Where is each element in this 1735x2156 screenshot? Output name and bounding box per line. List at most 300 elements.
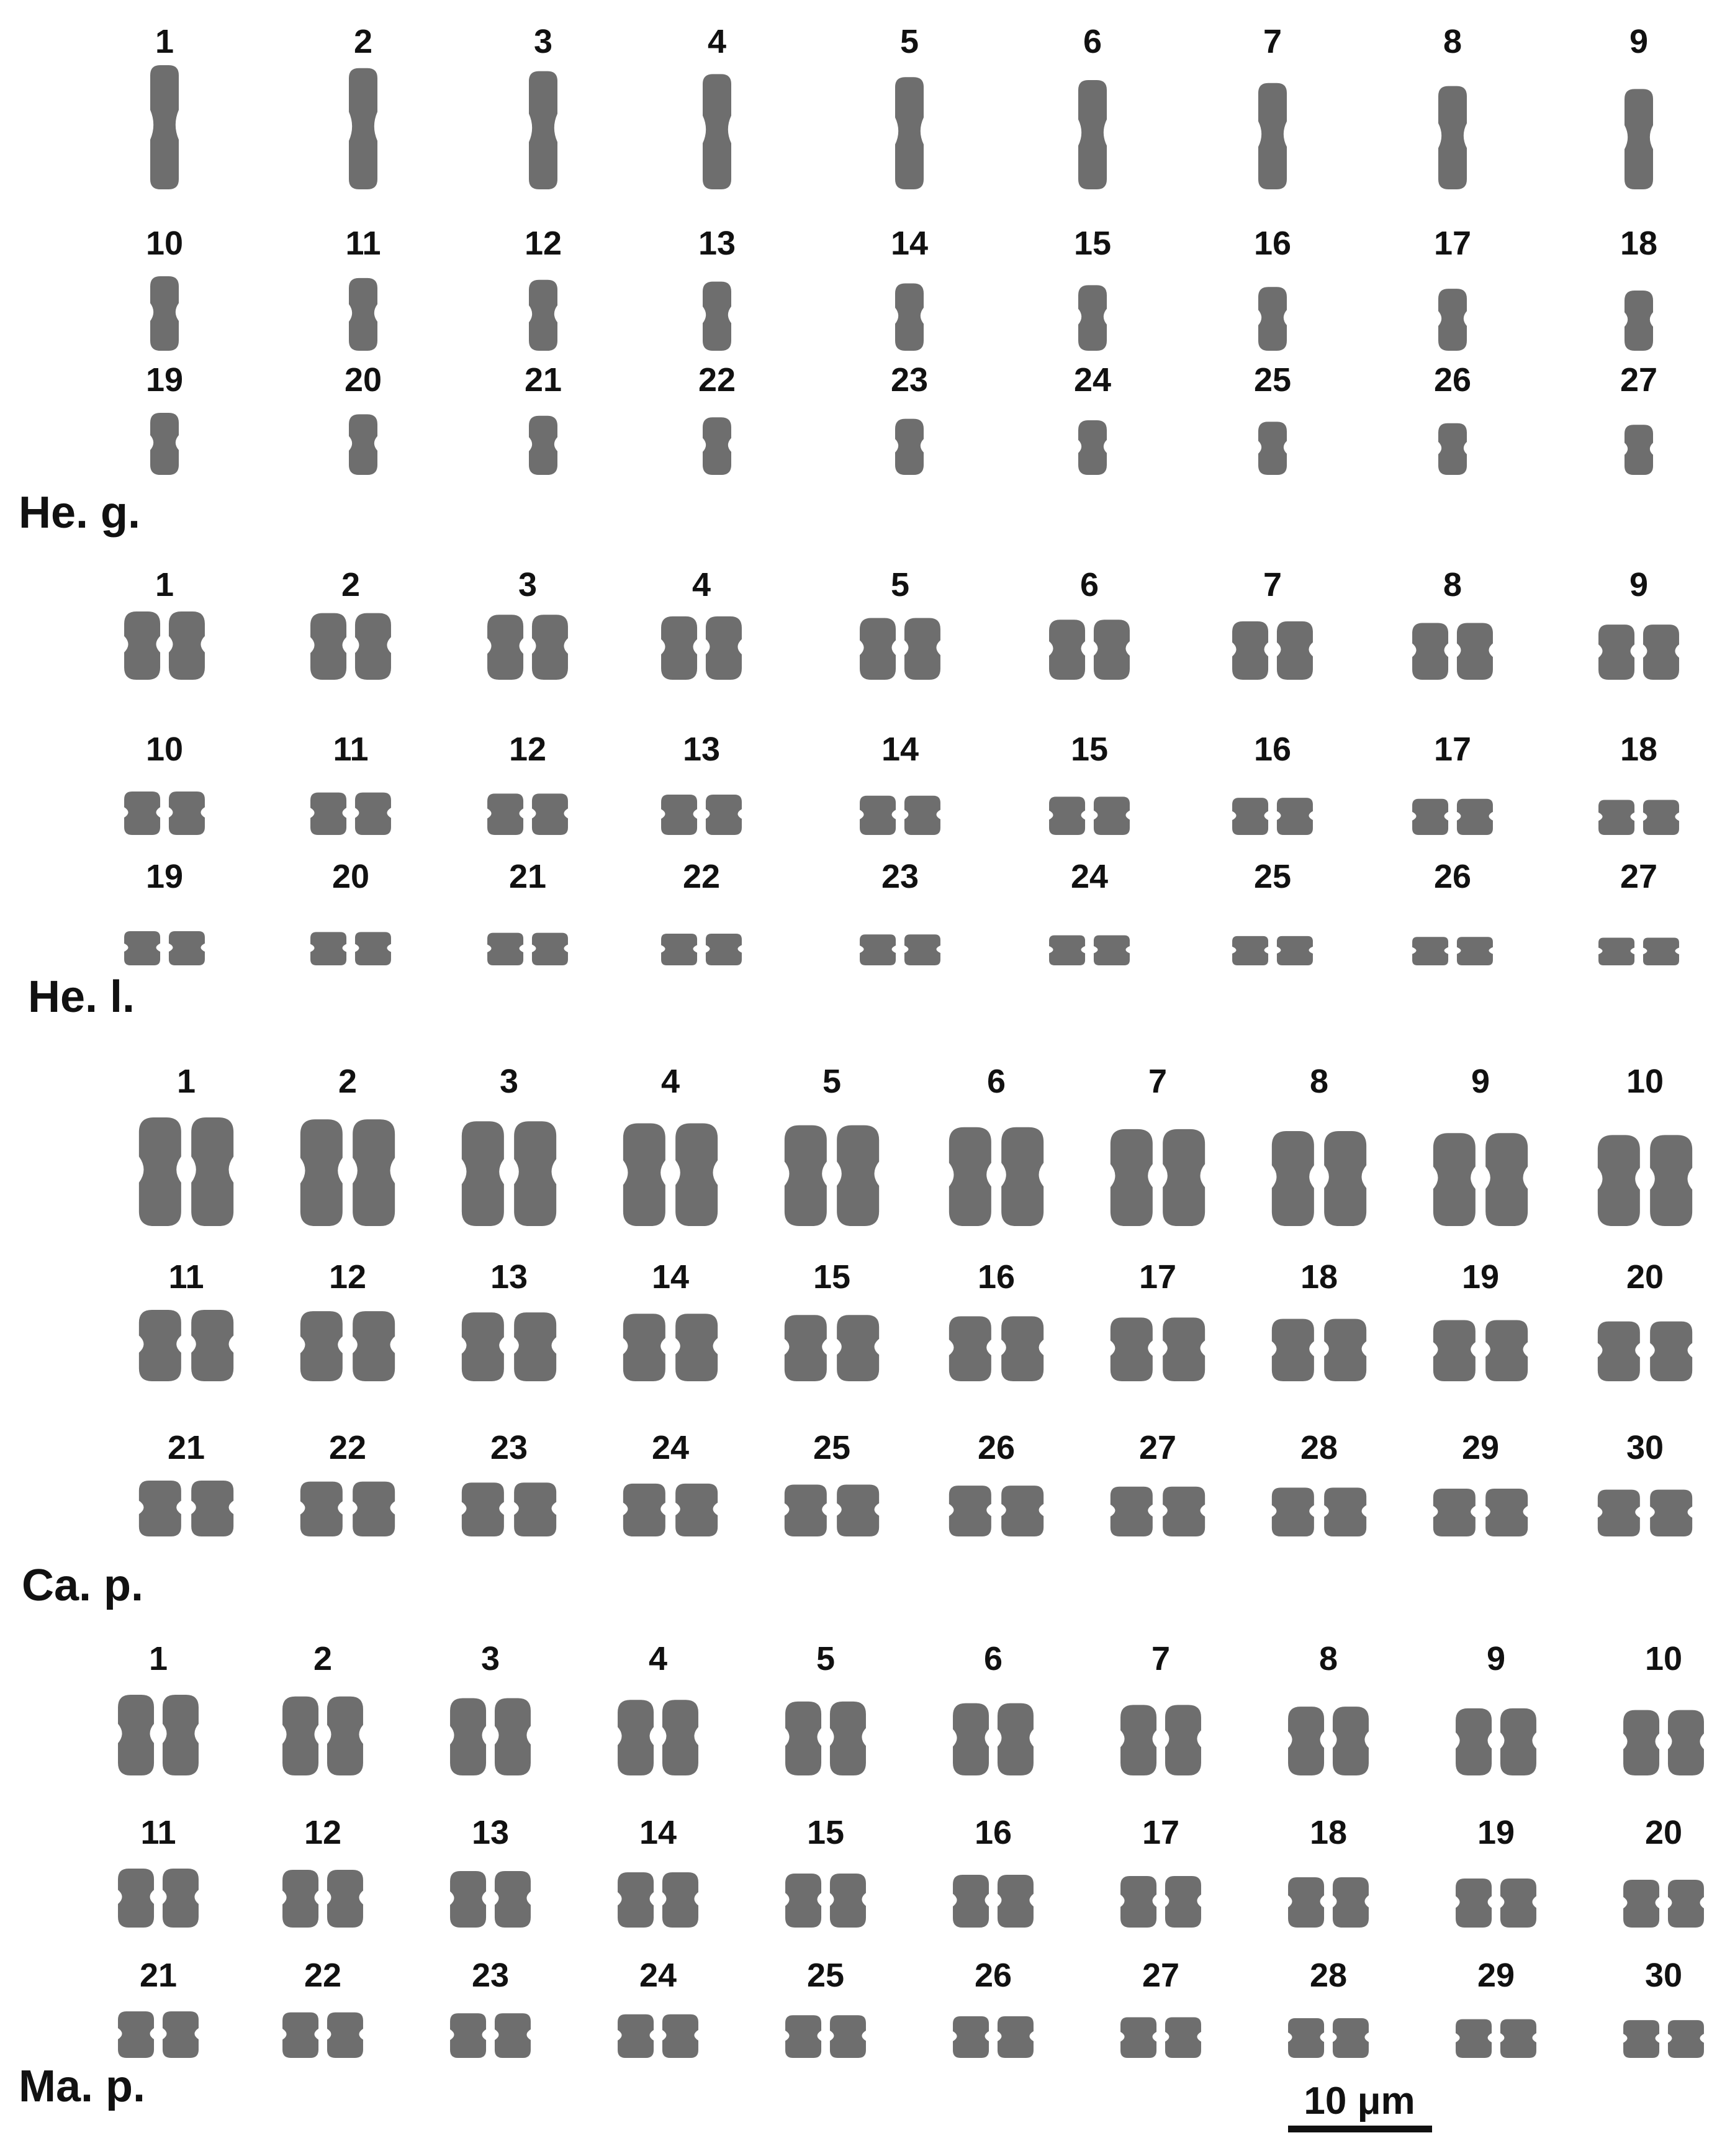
chromosome-number: 9 (1486, 1640, 1506, 1677)
scale-bar (1288, 2080, 1432, 2132)
chromosome (1165, 1705, 1201, 1775)
chromosome (1598, 625, 1634, 680)
panel-label: He. l. (28, 972, 135, 1022)
chromosome (860, 934, 896, 965)
chromosome (514, 1312, 556, 1381)
chromosome (953, 2016, 989, 2058)
chromosome (706, 795, 742, 835)
chromosome (837, 1484, 879, 1536)
chromosome-number: 16 (974, 1814, 1012, 1851)
chromosome (1094, 620, 1130, 680)
chromosome (529, 416, 557, 475)
chromosome-number: 12 (508, 731, 547, 768)
chromosome (1598, 800, 1634, 835)
chromosome (1668, 1880, 1704, 1928)
chromosome-number: 23 (890, 361, 929, 399)
chromosome (1001, 1127, 1043, 1226)
chromosome (1277, 621, 1313, 680)
chromosome (661, 616, 697, 680)
chromosome (953, 1703, 989, 1775)
chromosome-number: 28 (1300, 1429, 1338, 1466)
chromosome-number: 21 (139, 1957, 178, 1994)
chromosome (462, 1312, 504, 1381)
chromosome (618, 1872, 654, 1928)
chromosome (487, 615, 523, 680)
chromosome (150, 413, 179, 475)
chromosome (118, 2011, 154, 2058)
chromosome (1598, 1322, 1640, 1381)
chromosome (1438, 86, 1467, 189)
chromosome (1598, 1135, 1640, 1226)
chromosome (1001, 1486, 1043, 1536)
chromosome-number: 29 (1461, 1429, 1500, 1466)
chromosome (1232, 798, 1268, 835)
chromosome-number: 29 (1477, 1957, 1515, 1994)
chromosome (1165, 1876, 1201, 1928)
chromosome-number: 21 (508, 858, 547, 895)
chromosome-number: 10 (145, 225, 184, 262)
chromosome (487, 933, 523, 965)
chromosome (1433, 1489, 1476, 1536)
chromosome (1650, 1135, 1692, 1226)
chromosome-number: 6 (1083, 23, 1102, 60)
chromosome (1500, 2019, 1536, 2058)
chromosome (191, 1310, 233, 1381)
scale-bar-label: 10 μm (1304, 2080, 1415, 2122)
chromosome-number: 24 (1070, 858, 1109, 895)
chromosome (282, 2013, 318, 2058)
panel-label: Ma. p. (19, 2062, 146, 2111)
chromosome-number: 7 (1151, 1640, 1171, 1677)
chromosome (675, 1123, 718, 1226)
chromosome (1456, 1708, 1492, 1775)
chromosome-number: 11 (140, 1814, 176, 1851)
chromosome (1333, 2018, 1369, 2058)
chromosome (355, 793, 391, 835)
chromosome (1438, 289, 1467, 351)
chromosome-number: 22 (682, 858, 721, 895)
chromosome-number: 4 (707, 23, 727, 60)
chromosome (1078, 420, 1107, 475)
chromosome (1324, 1131, 1366, 1226)
chromosome-number: 25 (1253, 858, 1292, 895)
chromosome (191, 1117, 233, 1226)
chromosome-number: 3 (533, 23, 553, 60)
chromosome (495, 2013, 531, 2058)
chromosome-number: 8 (1443, 23, 1462, 60)
chromosome (895, 284, 924, 351)
chromosome (1163, 1129, 1205, 1226)
chromosome (830, 1874, 866, 1928)
chromosome (532, 933, 568, 965)
chromosome (623, 1484, 665, 1536)
chromosome (1598, 938, 1634, 965)
chromosome (124, 931, 160, 965)
chromosome-number: 26 (1433, 858, 1472, 895)
chromosome (1433, 1320, 1476, 1381)
chromosome-number: 27 (1138, 1429, 1177, 1466)
chromosome (998, 2016, 1034, 2058)
chromosome (1120, 1705, 1156, 1775)
chromosome (998, 1703, 1034, 1775)
chromosome (1163, 1487, 1205, 1536)
chromosome (310, 793, 346, 835)
chromosome-number: 5 (816, 1640, 836, 1677)
chromosome-number: 17 (1142, 1814, 1180, 1851)
chromosome (1333, 1707, 1369, 1775)
chromosome (1625, 425, 1653, 475)
chromosome (450, 1871, 486, 1928)
chromosome (1623, 1710, 1659, 1775)
chromosome-number: 21 (524, 361, 562, 399)
chromosome (1623, 1880, 1659, 1928)
chromosome (1412, 799, 1448, 835)
chromosome-number: 22 (698, 361, 736, 399)
chromosome-number: 16 (1253, 225, 1292, 262)
chromosome-number: 9 (1629, 23, 1649, 60)
chromosome-number: 20 (1626, 1258, 1664, 1296)
chromosome-number: 8 (1309, 1063, 1329, 1100)
chromosome (1001, 1316, 1043, 1381)
chromosome (785, 1702, 821, 1775)
chromosome-number: 22 (328, 1429, 367, 1466)
chromosome-number: 3 (499, 1063, 519, 1100)
chromosome (1094, 936, 1130, 965)
chromosome-number: 19 (1461, 1258, 1500, 1296)
chromosome-number: 1 (155, 23, 174, 60)
chromosome (904, 618, 940, 680)
chromosome-number: 22 (304, 1957, 342, 1994)
chromosome (661, 934, 697, 965)
chromosome-number: 28 (1309, 1957, 1348, 1994)
chromosome (830, 1702, 866, 1775)
chromosome (139, 1481, 181, 1536)
chromosome-number: 12 (328, 1258, 367, 1296)
chromosome (462, 1482, 504, 1536)
chromosome-number: 27 (1620, 858, 1658, 895)
panel-label: Ca. p. (22, 1561, 144, 1610)
chromosome (1120, 2017, 1156, 2058)
chromosome (495, 1698, 531, 1775)
chromosome (300, 1482, 343, 1536)
chromosome (623, 1314, 665, 1381)
chromosome (1078, 80, 1107, 189)
chromosome-number: 14 (639, 1814, 677, 1851)
chromosome (1457, 937, 1493, 965)
chromosome-number: 3 (480, 1640, 500, 1677)
chromosome-number: 18 (1300, 1258, 1338, 1296)
chromosome (532, 793, 568, 835)
chromosome (163, 1869, 199, 1928)
chromosome (300, 1311, 343, 1381)
chromosome (904, 796, 940, 835)
chromosome (150, 65, 179, 189)
chromosome (1457, 623, 1493, 680)
chromosome-number: 1 (155, 566, 174, 603)
chromosome (514, 1482, 556, 1536)
chromosome (1277, 936, 1313, 965)
chromosome-number: 14 (881, 731, 919, 768)
chromosome-number: 16 (977, 1258, 1016, 1296)
chromosome (353, 1311, 395, 1381)
chromosome-number: 23 (471, 1957, 510, 1994)
chromosome (355, 932, 391, 965)
chromosome (1272, 1319, 1314, 1381)
chromosome-number: 24 (639, 1957, 677, 1994)
chromosome-number: 13 (490, 1258, 528, 1296)
chromosome (310, 932, 346, 965)
chromosome (514, 1121, 556, 1226)
chromosome (327, 1870, 363, 1928)
chromosome-number: 8 (1443, 566, 1462, 603)
chromosome (1668, 2020, 1704, 2058)
chromosome (462, 1121, 504, 1226)
chromosome (1232, 621, 1268, 680)
chromosome (1456, 1879, 1492, 1928)
chromosome (353, 1482, 395, 1536)
chromosome (529, 280, 557, 351)
chromosome (310, 613, 346, 680)
chromosome-number: 20 (1644, 1814, 1683, 1851)
chromosome-number: 13 (682, 731, 721, 768)
chromosome-number: 2 (313, 1640, 333, 1677)
chromosome (1625, 89, 1653, 189)
chromosome-number: 9 (1629, 566, 1649, 603)
chromosome (450, 2013, 486, 2058)
chromosome (450, 1698, 486, 1775)
chromosome-number: 2 (338, 1063, 358, 1100)
chromosome (1049, 796, 1085, 835)
chromosome (895, 419, 924, 475)
chromosome (124, 611, 160, 680)
chromosome (1668, 1710, 1704, 1775)
chromosome (169, 931, 205, 965)
chromosome (1258, 83, 1287, 189)
chromosome (353, 1119, 395, 1226)
chromosome-number: 27 (1620, 361, 1658, 399)
chromosome (1258, 287, 1287, 351)
chromosome (1485, 1133, 1528, 1226)
chromosome (1272, 1487, 1314, 1536)
chromosome (139, 1310, 181, 1381)
karyotype-panel (22, 1063, 1692, 1610)
chromosome (1438, 423, 1467, 475)
chromosome-number: 6 (1079, 566, 1099, 603)
chromosome (785, 1315, 827, 1381)
chromosome (191, 1481, 233, 1536)
chromosome (532, 615, 568, 680)
chromosome (1643, 625, 1679, 680)
chromosome (618, 1700, 654, 1775)
chromosome (949, 1486, 991, 1536)
chromosome-number: 21 (167, 1429, 205, 1466)
chromosome-number: 19 (145, 361, 184, 399)
chromosome (163, 1695, 199, 1775)
chromosome (529, 71, 557, 189)
chromosome (706, 934, 742, 965)
chromosome-number: 26 (1433, 361, 1472, 399)
chromosome-number: 15 (813, 1258, 851, 1296)
chromosome (662, 1872, 698, 1928)
chromosome-number: 13 (471, 1814, 510, 1851)
chromosome (349, 278, 377, 351)
chromosome-number: 2 (353, 23, 373, 60)
chromosome-number: 26 (974, 1957, 1012, 1994)
chromosome (1412, 623, 1448, 680)
chromosome-number: 7 (1263, 566, 1282, 603)
chromosome-number: 11 (168, 1258, 204, 1296)
chromosome (1049, 620, 1085, 680)
panel-label: He. g. (19, 488, 141, 538)
chromosome-number: 5 (899, 23, 919, 60)
chromosome-number: 15 (1070, 731, 1109, 768)
chromosome (998, 1875, 1034, 1928)
chromosome (661, 795, 697, 835)
chromosome (349, 68, 377, 189)
chromosome (495, 1871, 531, 1928)
panels (19, 23, 1704, 2111)
chromosome (785, 1125, 827, 1226)
chromosome (1120, 1876, 1156, 1928)
chromosome (1111, 1317, 1153, 1381)
chromosome-number: 16 (1253, 731, 1292, 768)
chromosome-number: 4 (648, 1640, 668, 1677)
scale-bar-line (1288, 2126, 1432, 2132)
chromosome-number: 14 (651, 1258, 690, 1296)
chromosome (282, 1870, 318, 1928)
chromosome-number: 5 (822, 1063, 842, 1100)
chromosome-number: 3 (518, 566, 538, 603)
chromosome-number: 2 (341, 566, 361, 603)
chromosome (1457, 799, 1493, 835)
chromosome-number: 1 (148, 1640, 168, 1677)
chromosome-number: 20 (344, 361, 382, 399)
karyotype-panel (28, 566, 1679, 1022)
chromosome-number: 10 (1644, 1640, 1683, 1677)
chromosome (860, 618, 896, 680)
chromosome (837, 1125, 879, 1226)
chromosome-number: 7 (1148, 1063, 1168, 1100)
chromosome (860, 796, 896, 835)
chromosome-number: 7 (1263, 23, 1282, 60)
chromosome-number: 23 (490, 1429, 528, 1466)
chromosome (1324, 1319, 1366, 1381)
karyotype-panel (19, 23, 1657, 538)
chromosome (662, 2014, 698, 2058)
chromosome (895, 77, 924, 189)
chromosome (487, 793, 523, 835)
chromosome-number: 5 (890, 566, 910, 603)
chromosome-number: 15 (1073, 225, 1112, 262)
chromosome (282, 1697, 318, 1775)
chromosome (623, 1123, 665, 1226)
chromosome-number: 8 (1318, 1640, 1338, 1677)
chromosome (1485, 1489, 1528, 1536)
chromosome-number: 13 (698, 225, 736, 262)
chromosome (949, 1127, 991, 1226)
chromosome-number: 27 (1142, 1957, 1180, 1994)
chromosome (904, 934, 940, 965)
chromosome-number: 17 (1433, 731, 1472, 768)
chromosome-number: 25 (1253, 361, 1292, 399)
chromosome (830, 2015, 866, 2058)
chromosome-number: 18 (1620, 225, 1658, 262)
chromosome-number: 17 (1433, 225, 1472, 262)
chromosome-number: 12 (304, 1814, 342, 1851)
chromosome (675, 1484, 718, 1536)
chromosome (675, 1314, 718, 1381)
chromosome (163, 2011, 199, 2058)
chromosome (703, 74, 731, 189)
chromosome (1643, 938, 1679, 965)
chromosome-number: 12 (524, 225, 562, 262)
chromosome (703, 417, 731, 475)
chromosome (1650, 1490, 1692, 1536)
chromosome (1163, 1317, 1205, 1381)
chromosome-number: 10 (1626, 1063, 1664, 1100)
chromosome (1272, 1131, 1314, 1226)
chromosome (1078, 285, 1107, 351)
chromosome (118, 1695, 154, 1775)
chromosome (785, 1484, 827, 1536)
karyotype-panel (19, 1640, 1704, 2111)
chromosome-number: 6 (986, 1063, 1006, 1100)
chromosome (1094, 796, 1130, 835)
chromosome-number: 18 (1309, 1814, 1348, 1851)
chromosome-number: 26 (977, 1429, 1016, 1466)
chromosome (1500, 1708, 1536, 1775)
chromosome-number: 10 (145, 731, 184, 768)
chromosome (837, 1315, 879, 1381)
chromosome-number: 15 (806, 1814, 845, 1851)
chromosome (1049, 936, 1085, 965)
chromosome-number: 24 (651, 1429, 690, 1466)
chromosome (300, 1119, 343, 1226)
chromosome-number: 30 (1626, 1429, 1664, 1466)
chromosome-number: 11 (345, 225, 381, 262)
chromosome-number: 4 (660, 1063, 680, 1100)
chromosome (1625, 291, 1653, 351)
chromosome (703, 282, 731, 351)
chromosome (150, 276, 179, 351)
chromosome-number: 17 (1138, 1258, 1177, 1296)
chromosome (327, 2013, 363, 2058)
chromosome (785, 1874, 821, 1928)
chromosome-number: 14 (890, 225, 929, 262)
chromosome (662, 1700, 698, 1775)
chromosome (169, 792, 205, 835)
chromosome (124, 792, 160, 835)
chromosome (349, 414, 377, 475)
chromosome-number: 9 (1471, 1063, 1490, 1100)
chromosome (618, 2014, 654, 2058)
chromosome-number: 6 (983, 1640, 1003, 1677)
chromosome (1288, 1877, 1324, 1928)
chromosome (1277, 798, 1313, 835)
chromosome (1650, 1322, 1692, 1381)
chromosome (355, 613, 391, 680)
chromosome (1485, 1320, 1528, 1381)
chromosome-number: 4 (692, 566, 711, 603)
chromosome-number: 30 (1644, 1957, 1683, 1994)
chromosome (1412, 937, 1448, 965)
chromosome (1456, 2019, 1492, 2058)
chromosome (1232, 936, 1268, 965)
chromosome-number: 18 (1620, 731, 1658, 768)
chromosome-number: 20 (331, 858, 370, 895)
chromosome-number: 25 (806, 1957, 845, 1994)
chromosome (169, 611, 205, 680)
